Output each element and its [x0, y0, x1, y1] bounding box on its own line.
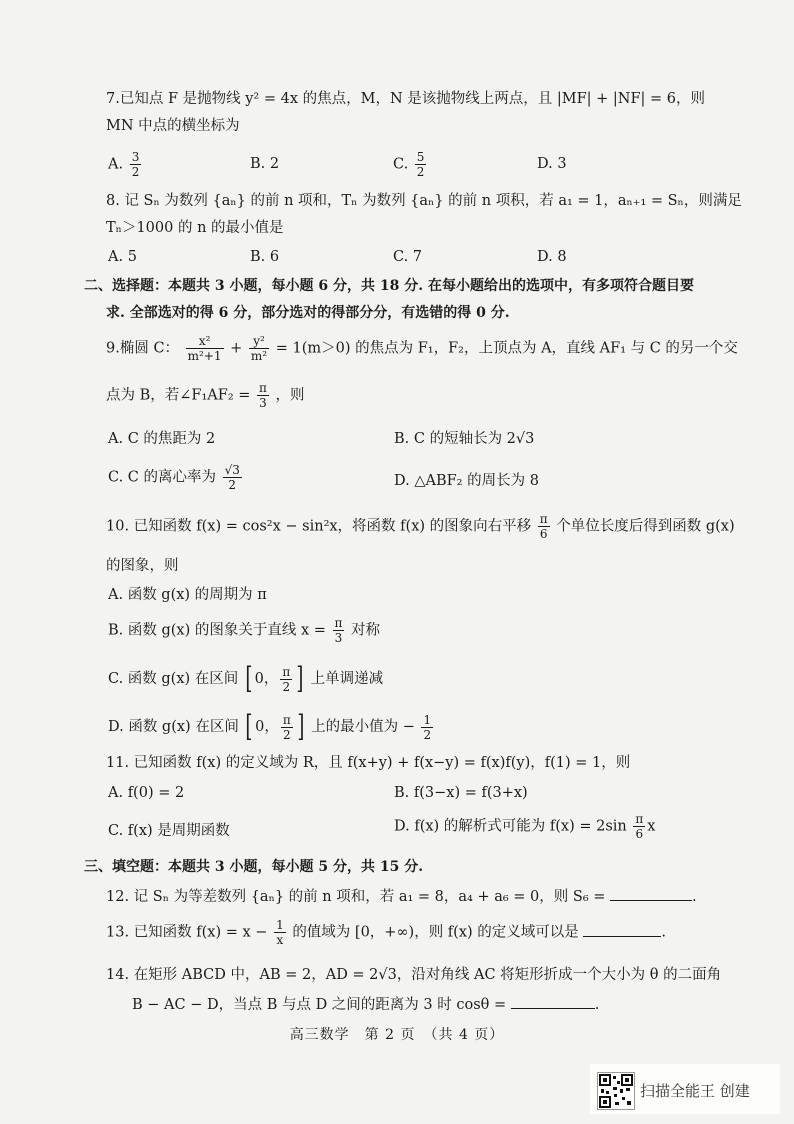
q11-option-d-fraction: $\frac{\pi}{6}$	[635, 812, 644, 841]
qr-code-icon	[597, 1072, 635, 1110]
q10-option-d	[108, 709, 435, 744]
q9-option-c	[108, 463, 244, 492]
right-bracket-icon: ]	[296, 661, 304, 696]
q14-answer-blank[interactable]	[511, 994, 595, 1009]
left-bracket-icon: [	[245, 709, 253, 744]
q13-fraction: $\frac{1}{x}$	[276, 918, 284, 947]
q9-fraction-x: $\frac{\text{x²}}{\text{m²+1}}$	[187, 334, 222, 363]
q11-option-c: C. f(x) 是周期函数	[108, 823, 230, 839]
q10-stem-line1	[106, 512, 735, 541]
q9-fraction-y: $\frac{\text{y²}}{\text{m²}}$	[250, 334, 268, 363]
q10-option-c	[108, 661, 384, 696]
left-bracket-icon: [	[245, 661, 253, 696]
q9-stem-post: = 1(m＞0) 的焦点为 F₁，F₂，上顶点为 A，直线 AF₁ 与 C 的另一个交	[275, 340, 738, 357]
q10-option-a: A. 函数 g(x) 的周期为 π	[108, 587, 267, 603]
q10-option-d-interval-left: 0，	[255, 719, 279, 735]
q9-angle-fraction: $\frac{\pi}{3}$	[259, 381, 267, 410]
q10-option-c-post: 上单调递减	[310, 671, 384, 687]
q10-option-b-post: 对称	[351, 622, 381, 639]
q13-post: 的值域为 [0，+∞)，则 f(x) 的定义域可以是	[292, 924, 579, 941]
q7-option-d: D. 3	[537, 156, 567, 172]
q9-stem-line1	[106, 334, 738, 363]
q14-line2-text: B − AC − D，当点 B 与点 D 之间的距离为 3 时 cosθ =	[132, 997, 507, 1013]
q10-stem-post: 个单位长度后得到函数 g(x)	[556, 518, 735, 535]
q10-option-b-pre: B. 函数 g(x) 的图象关于直线 x =	[108, 622, 326, 639]
q11-option-d-pre: D. f(x) 的解析式可能为 f(x) = 2sin	[394, 818, 627, 835]
q8-option-c: C. 7	[393, 249, 423, 265]
q11-option-d	[394, 812, 655, 841]
q8-stem-line1: 8. 记 Sₙ 为数列 {aₙ} 的前 n 项和，Tₙ 为数列 {aₙ} 的前 n 项积，若 a₁ = 1，aₙ₊₁ = Sₙ，则满足	[106, 193, 742, 209]
q9-line2-post: ，则	[275, 387, 305, 404]
q12-stem	[106, 886, 697, 906]
q11-option-a: A. f(0) = 2	[108, 785, 185, 801]
q13-pre: 13. 已知函数 f(x) = x −	[106, 924, 268, 941]
q7-option-c-label: C.	[393, 156, 409, 173]
q10-option-d-min-fraction: $\frac{1}{2}$	[423, 712, 432, 742]
q14-stem-line2	[132, 994, 599, 1014]
q12-answer-blank[interactable]	[610, 886, 692, 901]
watermark-text: 扫描全能王 创建	[640, 1082, 750, 1100]
q8-option-b: B. 6	[250, 249, 280, 265]
q11-option-b: B. f(3−x) = f(3+x)	[394, 785, 528, 801]
q12-end: .	[692, 889, 697, 905]
q7-option-c-fraction: $\frac{5}{2}$	[416, 150, 425, 179]
q9-option-c-pre: C. C 的离心率为	[108, 469, 216, 486]
q7-option-a-fraction: $\frac{3}{2}$	[131, 150, 140, 179]
section3-heading: 三、填空题：本题共 3 小题，每小题 5 分，共 15 分.	[84, 859, 424, 875]
q10-option-d-pre: D. 函数 g(x) 在区间	[108, 719, 239, 735]
q11-stem: 11. 已知函数 f(x) 的定义域为 R，且 f(x+y) + f(x−y) = f(x)f(y)，f(1) = 1，则	[106, 755, 631, 771]
q11-option-d-post: x	[647, 818, 656, 835]
q10-option-d-fraction: $\frac{\pi}{2}$	[282, 712, 291, 742]
q10-option-b-fraction: $\frac{\pi}{3}$	[334, 616, 343, 645]
q7-option-a-label: A.	[108, 156, 124, 173]
q10-stem-pre: 10. 已知函数 f(x) = cos²x − sin²x，将函数 f(x) 的图象向右平移	[106, 518, 532, 535]
q9-option-d: D. △ABF₂ 的周长为 8	[394, 473, 539, 489]
page-footer: 高三数学 第 2 页 （共 4 页）	[289, 1027, 505, 1043]
q9-option-c-fraction: $\frac{√3}{2}$	[224, 463, 240, 492]
q7-stem-line1: 7.已知点 F 是抛物线 y² = 4x 的焦点，M，N 是该抛物线上两点，且 |MF| + |NF| = 6，则	[106, 91, 706, 107]
section2-heading-line2: 求. 全部选对的得 6 分，部分选对的得部分分，有选错的得 0 分.	[106, 305, 510, 321]
q7-option-c	[393, 150, 428, 179]
q10-stem-line2: 的图象，则	[106, 558, 179, 574]
q7-option-b: B. 2	[250, 156, 280, 172]
q9-line2-pre: 点为 B，若∠F₁AF₂ =	[106, 387, 251, 404]
q13-stem	[106, 918, 666, 947]
section2-heading-line1: 二、选择题：本题共 3 小题，每小题 6 分，共 18 分. 在每小题给出的选项中，有多项符合题目要	[84, 278, 694, 294]
q10-option-c-pre: C. 函数 g(x) 在区间	[108, 671, 239, 687]
q10-option-c-interval-left: 0，	[254, 671, 279, 687]
q8-stem-line2: Tₙ＞1000 的 n 的最小值是	[106, 220, 284, 236]
q8-option-d: D. 8	[537, 249, 567, 265]
q10-shift-fraction: $\frac{\pi}{6}$	[539, 512, 548, 541]
q10-option-b	[108, 616, 380, 645]
right-bracket-icon: ]	[297, 709, 305, 744]
q12-text: 12. 记 Sₙ 为等差数列 {aₙ} 的前 n 项和，若 a₁ = 8，a₄ + a₆ = 0，则 S₆ =	[106, 889, 606, 905]
q14-stem-line1: 14. 在矩形 ABCD 中，AB = 2，AD = 2√3，沿对角线 AC 将矩形折成一个大小为 θ 的二面角	[106, 967, 722, 983]
q9-plus: +	[230, 340, 243, 357]
q10-option-c-fraction: $\frac{\pi}{2}$	[282, 664, 291, 694]
q9-option-a: A. C 的焦距为 2	[108, 431, 216, 447]
q13-answer-blank[interactable]	[583, 922, 661, 937]
q9-stem-pre: 9.椭圆 C：	[106, 340, 180, 357]
q7-stem-line2: MN 中点的横坐标为	[106, 118, 240, 134]
q9-option-b: B. C 的短轴长为 2√3	[394, 431, 535, 447]
q9-stem-line2	[106, 381, 305, 410]
q10-option-d-post: 上的最小值为 −	[311, 719, 415, 735]
q8-option-a: A. 5	[108, 249, 137, 265]
q7-option-a	[108, 150, 143, 179]
q14-end: .	[594, 997, 600, 1013]
q13-end: .	[661, 924, 666, 941]
